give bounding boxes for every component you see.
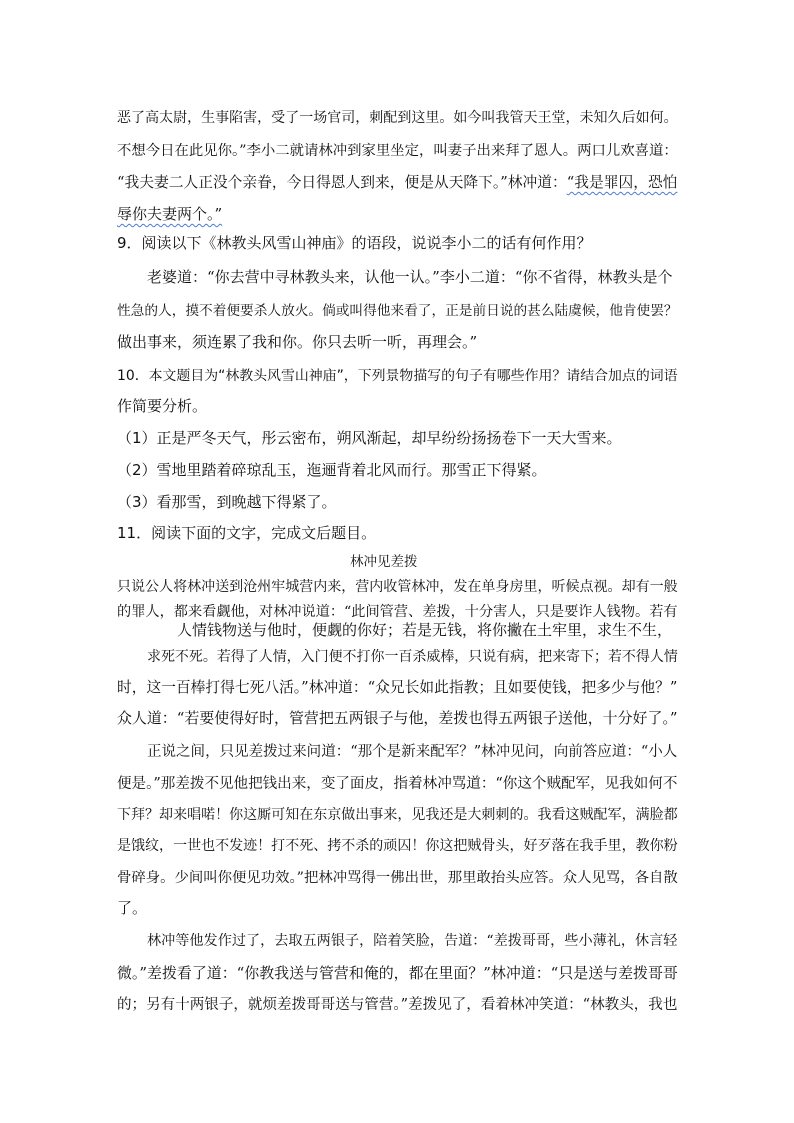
passage-title: 林冲见差拨 bbox=[350, 554, 418, 570]
passage-line bbox=[117, 171, 677, 192]
passage-line bbox=[117, 203, 222, 224]
q11-passage-line: 林冲等他发作过了，去取五两银子，陪着笑脸，告道：“差拨哥哥，些小薄礼，休言轻 bbox=[147, 933, 678, 949]
wavy-underlined-quote: 辱你夫妻两个。” bbox=[117, 205, 223, 223]
question-10-stem: 10．本文题目为“林教头风雪山神庙”，下列景物描写的句子有哪些作用？请结合加点的词语 bbox=[117, 368, 678, 384]
q9-excerpt-line: 性急的人，摸不着便要杀人放火。倘或叫得他来看了，正是前日说的甚么陆虞候，他肯使罢？ bbox=[117, 303, 678, 319]
passage-text: “我夫妻二人正没个亲眷，今日得恩人到来，便是从天降下。”林冲道： bbox=[117, 174, 567, 191]
q11-passage-line: 微。”差拨看了道：“你教我送与管营和俺的，都在里面？”林冲道：“只是送与差拨哥哥 bbox=[117, 964, 678, 982]
wavy-underlined-quote: “我是罪囚，恐怕 bbox=[566, 174, 678, 191]
q9-excerpt-line: 做出事来，须连累了我和你。你只去听一听，再理会。” bbox=[117, 333, 478, 351]
q10-option-3: （3）看那雪，到晚越下得紧了。 bbox=[117, 493, 337, 511]
q11-passage-line: 的；另有十两银子，就烦差拨哥哥送与管营。”差拨见了，看着林冲笑道：“林教头，我也 bbox=[117, 996, 678, 1013]
q10-option-1: （1）正是严冬天气，彤云密布，朔风渐起，却早纷纷扬扬卷下一天大雪来。 bbox=[117, 429, 622, 447]
q11-passage-line: 正说之间，只见差拨过来问道：“那个是新来配军？”林冲见问，向前答应道：“小人 bbox=[147, 744, 678, 760]
question-10-stem-cont: 作简要分析。 bbox=[117, 397, 208, 415]
q11-passage-line: 下拜？却来唱喏！你这厮可知在东京做出事来，见我还是大刺刺的。我看这贼配军，满脸都 bbox=[117, 807, 678, 823]
q9-excerpt-line: 老婆道：“你去营中寻林教头来，认他一认。”李小二道：“你不省得，林教头是个 bbox=[147, 268, 673, 286]
question-9-stem: 9．阅读以下《林教头风雪山神庙》的语段，说说李小二的话有何作用？ bbox=[117, 234, 592, 252]
q11-passage-line: 了。 bbox=[117, 899, 148, 917]
q11-passage-line: 是饿纹，一世也不发迹！打不死、拷不杀的顽囚！你这把贼骨头，好歹落在我手里，教你粉 bbox=[117, 838, 678, 854]
passage-line: 不想今日在此见你。”李小二就请林冲到家里坐定，叫妻子出来拜了恩人。两口儿欢喜道： bbox=[117, 143, 678, 159]
q10-option-2: （2）雪地里踏着碎琼乱玉，迤逦背着北风而行。那雪正下得紧。 bbox=[117, 461, 547, 479]
question-11-stem: 11．阅读下面的文字，完成文后题目。 bbox=[117, 524, 377, 542]
q11-passage-line: 只说公人将林冲送到沧州牢城营内来，营内收管林冲，发在单身房里，听候点视。却有一般 bbox=[117, 579, 678, 595]
q11-passage-line: 人情钱物送与他时，便觑的你好；若是无钱，将你撇在土牢里，求生不生， bbox=[177, 621, 673, 639]
q11-passage-line: 便是。”那差拨不见他把钱出来，变了面皮，指着林冲骂道：“你这个贼配军，见我如何不 bbox=[117, 775, 678, 792]
q11-passage-line: 骨碎身。少间叫你便见功效。”把林冲骂得一佛出世，那里敢抬头应答。众人见骂，各自散 bbox=[117, 870, 678, 886]
passage-line: 恶了高太尉，生事陷害，受了一场官司，刺配到这里。如今叫我管天王堂，未知久后如何。 bbox=[117, 110, 678, 126]
q11-passage-line: 时，这一百棒打得七死八活。”林冲道：“众兄长如此指教；且如要使钱，把多少与他？” bbox=[117, 679, 678, 696]
q11-passage-line: 求死不死。若得了人情，入门便不打你一百杀威棒，只说有病，把来寄下；若不得人情 bbox=[147, 649, 678, 665]
q11-passage-line: 的罪人，都来看觑他，对林冲说道：“此间管营、差拨，十分害人，只是要诈人钱物。若有 bbox=[117, 604, 678, 620]
q11-passage-line: 众人道：“若要使得好时，管营把五两银子与他，差拨也得五两银子送他，十分好了。” bbox=[117, 709, 678, 727]
